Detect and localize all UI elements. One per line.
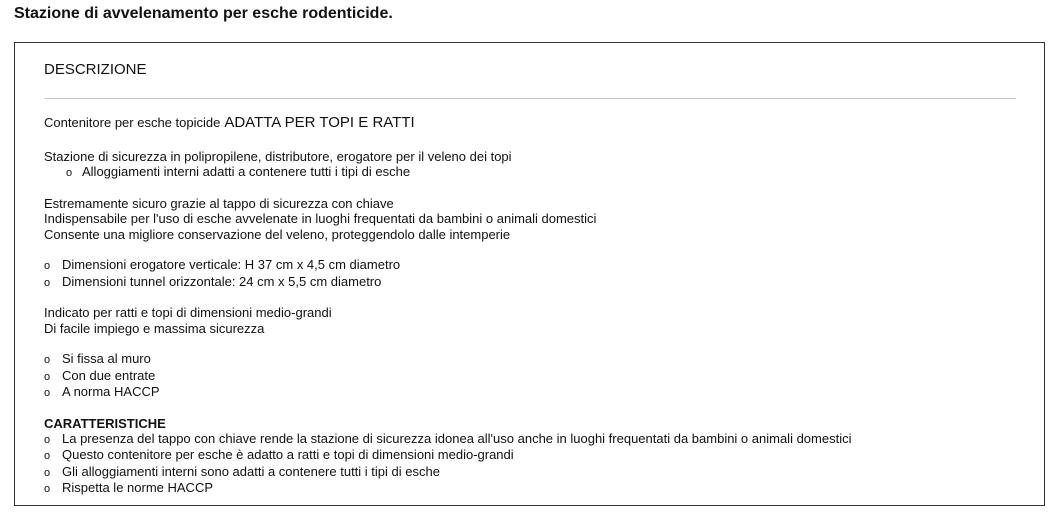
divider [44, 98, 1016, 99]
bullet-icon: o [44, 371, 51, 383]
characteristic-text-4: Rispetta le norme HACCP [62, 480, 213, 495]
block2-line-3: Consente una migliore conservazione del veleno, proteggendolo dalle intemperie [44, 227, 511, 242]
bullet-icon: o [66, 167, 73, 179]
characteristic-text-3: Gli alloggiamenti interni sono adatti a contenere tutti i tipi di esche [62, 464, 440, 479]
block1-line: Stazione di sicurezza in polipropilene, distributore, erogatore per il veleno dei topi [44, 149, 512, 164]
bullet-icon: o [44, 467, 51, 479]
characteristic-text-1: La presenza del tappo con chiave rende la stazione di sicurezza idonea all'uso anche in luoghi frequentati da bambini o animali domestici [62, 431, 852, 446]
block2-line-1: Estremamente sicuro grazie al tappo di sicurezza con chiave [44, 196, 394, 211]
block2-line-2: Indispensabile per l'uso di esche avvelenate in luoghi frequentati da bambini o animali domestici [44, 211, 597, 226]
feature-text-3: A norma HACCP [62, 384, 160, 399]
block3-line-2: Di facile impiego e massima sicurezza [44, 321, 265, 336]
bullet-icon: o [44, 434, 51, 446]
characteristic-item-1 [44, 431, 851, 448]
description-heading: DESCRIZIONE [44, 61, 147, 78]
block1-sub-bullet [66, 164, 410, 181]
characteristic-item-3 [44, 464, 440, 481]
block3-line-1: Indicato per ratti e topi di dimensioni medio-grandi [44, 305, 332, 320]
intro-prefix: Contenitore per esche topicide [44, 115, 221, 130]
bullet-icon: o [44, 260, 51, 272]
bullet-icon: o [44, 354, 51, 366]
intro-line [44, 115, 415, 131]
dimension-text-1: Dimensioni erogatore verticale: H 37 cm x 4,5 cm diametro [62, 257, 401, 272]
dimension-item-2 [44, 274, 381, 291]
bullet-icon: o [44, 450, 51, 462]
dimension-text-2: Dimensioni tunnel orizzontale: 24 cm x 5,5 cm diametro [62, 274, 382, 289]
page-title: Stazione di avvelenamento per esche rodenticide. [14, 5, 393, 22]
characteristic-item-2 [44, 447, 514, 464]
description-box [14, 42, 1045, 506]
feature-item-1 [44, 351, 151, 368]
feature-text-2: Con due entrate [62, 368, 156, 383]
characteristic-item-4 [44, 480, 213, 497]
dimension-item-1 [44, 257, 400, 274]
block1-sub-bullet-text: Alloggiamenti interni adatti a contenere tutti i tipi di esche [82, 164, 411, 179]
intro-highlight: ADATTA PER TOPI E RATTI [224, 114, 415, 131]
characteristic-text-2: Questo contenitore per esche è adatto a ratti e topi di dimensioni medio-grandi [62, 447, 514, 462]
bullet-icon: o [44, 387, 51, 399]
bullet-icon: o [44, 483, 51, 495]
feature-text-1: Si fissa al muro [62, 351, 151, 366]
feature-item-3 [44, 384, 160, 401]
characteristics-heading: CARATTERISTICHE [44, 416, 166, 431]
bullet-icon: o [44, 277, 51, 289]
feature-item-2 [44, 368, 155, 385]
